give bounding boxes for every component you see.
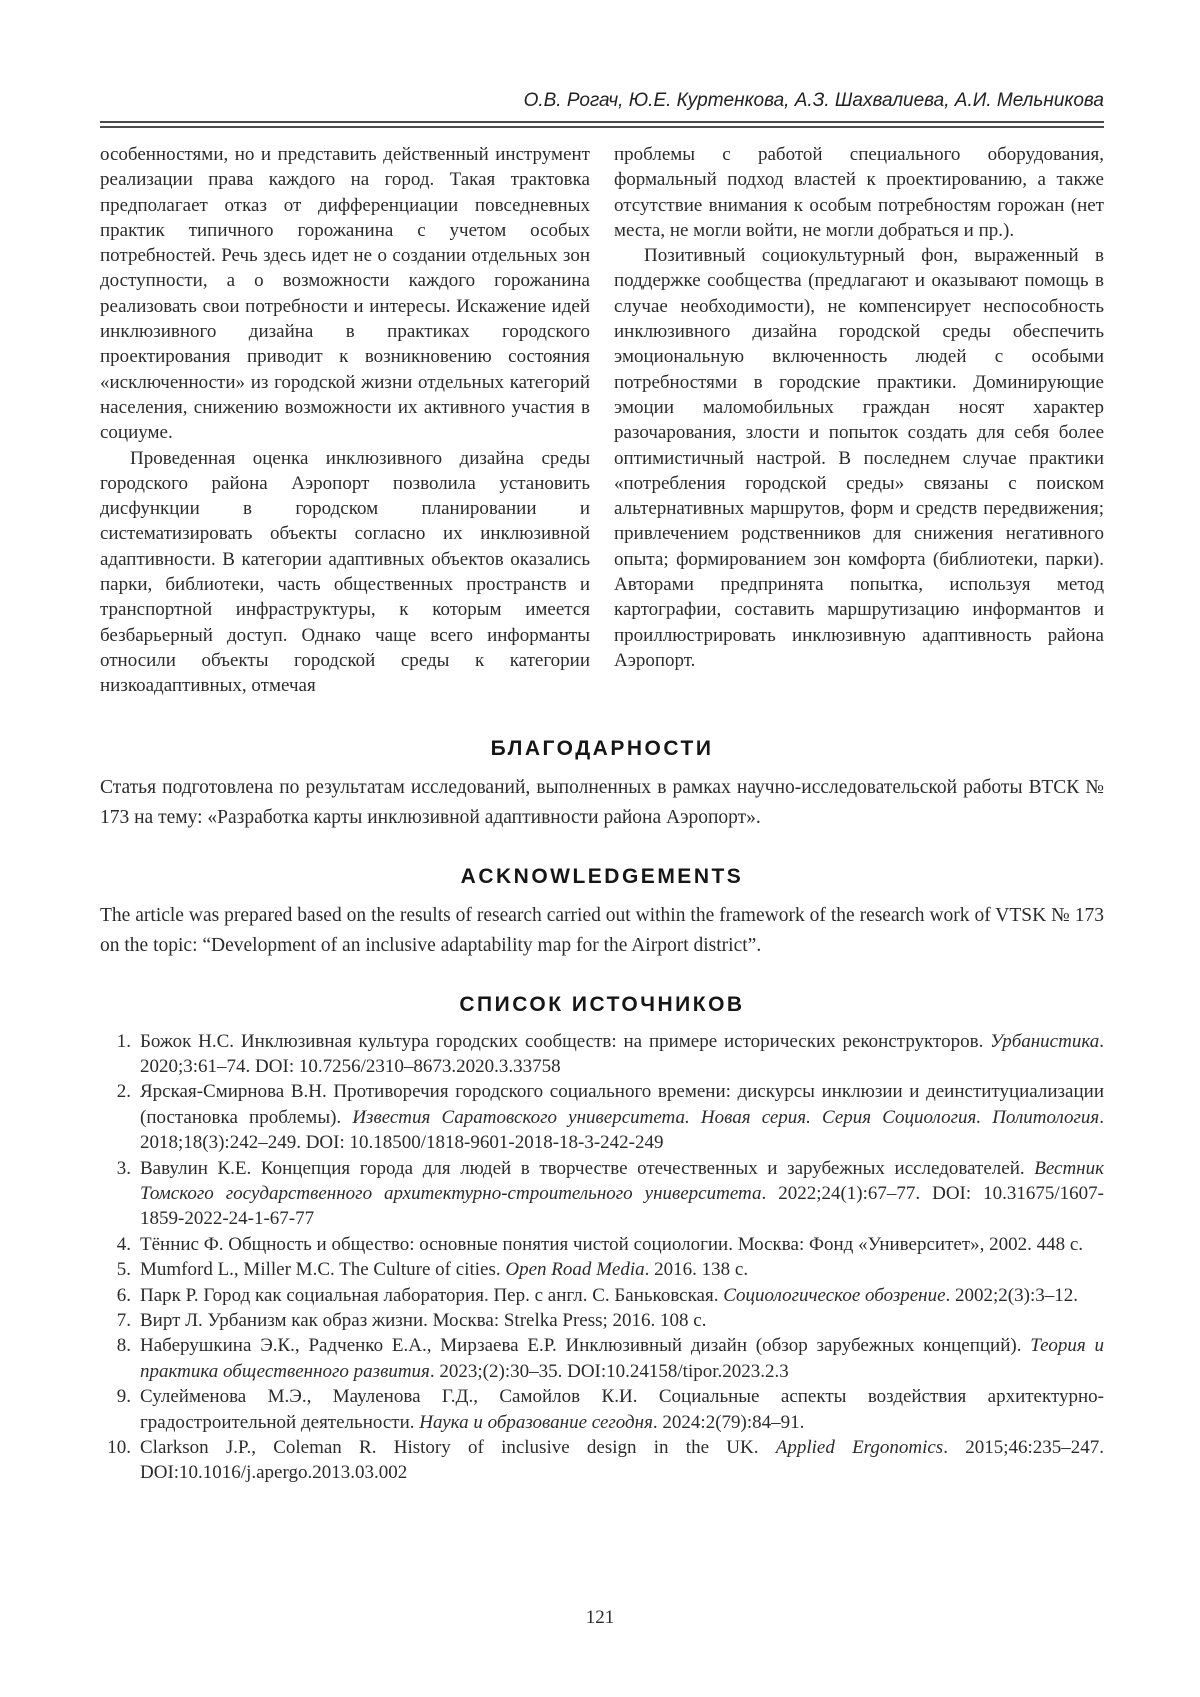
acknowledgements-en-heading: ACKNOWLEDGEMENTS [460,864,744,888]
acknowledgements-ru-heading: БЛАГОДАРНОСТИ [490,736,714,760]
left-column [100,142,590,699]
reference-item [100,1435,1104,1486]
reference-number: 6. [116,1284,131,1306]
reference-item [100,1029,1104,1080]
references-list [100,1029,1104,1486]
body-paragraph: Позитивный социокультурный фон, выраженный в поддержке сообщества (предлагают и оказывают помощь в случае необходимости), не компенсирует неспособность инклюзивного дизайна городской среды обеспечить эмоциональную включенность людей с особыми потребностями в городские практики. Доминирующие эмоции маломобильных граждан носят характер разочарования, злости и попыток создать для себя более оптимистичный настрой. В последнем случае практики «потребления городской среды» связаны с поиском альтернативных маршрутов, форм и средств передвижения; привлечением родственников для снижения негативного опыта; формированием зон комфорта (библиотеки, парки). Авторами предпринята попытка, используя метод картографии, составить маршрутизацию информантов и проиллюстрировать инклюзивную адаптивность района Аэропорт. [614,245,1104,671]
reference-item [100,1384,1104,1435]
reference-number: 8. [116,1335,131,1357]
reference-text: Парк Р. Город как социальная лаборатория. Пер. с англ. С. Баньковская. Социологическое обозрение. 2002;2(3):3–12. [140,1284,1078,1306]
reference-number: 9. [116,1386,131,1408]
body-paragraph: проблемы с работой специального оборудования, формальный подход властей к проектированию, а также отсутствие внимания к особым потребностям горожан (нет места, не могли войти, не могли добраться и пр.). [614,144,1104,241]
body-paragraph: особенностями, но и представить действенный инструмент реализации права каждого на город. Такая трактовка предполагает отказ от дифференциации повседневных практик типичного горожанина с учетом особых потребностей. Речь здесь идет не о создании отдельных зон доступности, а о возможности каждого горожанина реализовать свои потребности и интересы. Искажение идей инклюзивного дизайна в практиках городского проектирования приводит к возникновению состояния «исключенности» из городской жизни отдельных категорий населения, снижению возможности их активного участия в социуме. [100,144,590,444]
reference-number: 5. [116,1259,131,1281]
body-paragraph: Проведенная оценка инклюзивного дизайна среды городского района Аэропорт позволила установить дисфункции в городском планировании и систематизировать объекты согласно их инклюзивной адаптивности. В категории адаптивных объектов оказались парки, библиотеки, часть общественных пространств и транспортной инфраструктуры, к которым имеется безбарьерный доступ. Однако чаще всего информанты относили объекты городской среды к категории низкоадаптивных, отмечая [100,447,590,697]
reference-item [100,1333,1104,1384]
reference-text: Mumford L., Miller M.C. The Culture of cities. Open Road Media. 2016. 138 с. [140,1259,749,1281]
body-columns [100,142,1104,699]
acknowledgements-ru-text: Статья подготовлена по результатам исследований, выполненных в рамках научно-исследовательской работы ВТСК № 173 на тему: «Разработка карты инклюзивной адаптивности района Аэропорт». [100,776,1104,828]
running-head-authors: О.В. Рогач, Ю.Е. Куртенкова, А.З. Шахвалиева, А.И. Мельникова [523,90,1104,111]
reference-item [100,1283,1104,1308]
reference-item [100,1079,1104,1155]
reference-text: Сулейменова М.Э., Мауленова Г.Д., Самойлов К.И. Социальные аспекты воздействия архитектурно-градостроительной деятельности. Наука и образование сегодня. 2024:2(79):84–91. [140,1386,1104,1433]
reference-text: Clarkson J.P., Coleman R. History of inclusive design in the UK. Applied Ergonomics. 2015;46:235–247. DOI:10.1016/j.apergo.2013.03.002 [140,1437,1105,1484]
references-heading: СПИСОК ИСТОЧНИКОВ [459,992,745,1016]
reference-item [100,1257,1104,1282]
reference-text: Божок Н.С. Инклюзивная культура городских сообществ: на примере исторических реконструкторов. Урбанистика. 2020;3:61–74. DOI: 10.7256/2310–8673.2020.3.33758 [140,1030,1104,1077]
reference-number: 3. [116,1157,131,1179]
reference-item [100,1308,1104,1333]
reference-item [100,1232,1104,1257]
reference-number: 2. [116,1081,131,1103]
reference-number: 7. [116,1310,131,1331]
reference-number: 4. [116,1233,131,1255]
right-column [614,142,1104,699]
page-number: 121 [585,1607,615,1628]
reference-text: Тённис Ф. Общность и общество: основные понятия чистой социологии. Москва: Фонд «Университет», 2002. 448 с. [140,1233,1084,1255]
reference-number: 1. [116,1030,131,1052]
reference-text: Вирт Л. Урбанизм как образ жизни. Москва: Strelka Press; 2016. 108 с. [140,1310,707,1331]
acknowledgements-en-text: The article was prepared based on the results of research carried out within the framework of the research work of VTSK № 173 on the topic: “Development of an inclusive adaptability map for the Airport district”. [100,904,1104,956]
reference-item [100,1156,1104,1232]
reference-text: Вавулин К.Е. Концепция города для людей в творчестве отечественных и зарубежных исследователей. Вестник Томского государственного архитектурно-строительного университета. 2022;24(1):67–77. DOI: 10.31675/1607-1859-2022-24-1-67-77 [140,1157,1104,1230]
reference-number: 10. [107,1437,131,1459]
reference-text: Наберушкина Э.К., Радченко Е.А., Мирзаева Е.Р. Инклюзивный дизайн (обзор зарубежных концепций). Теория и практика общественного развития. 2023;(2):30–35. DOI:10.24158/tipor.2023.2.3 [140,1335,1104,1382]
reference-text: Ярская-Смирнова В.Н. Противоречия городского социального времени: дискурсы инклюзии и деинституциализации (постановка проблемы). Известия Саратовского университета. Новая серия. Серия Социология. Политология. 2018;18(3):242–249. DOI: 10.18500/1818-9601-2018-18-3-242-249 [140,1081,1105,1154]
header-rule [100,121,1104,128]
